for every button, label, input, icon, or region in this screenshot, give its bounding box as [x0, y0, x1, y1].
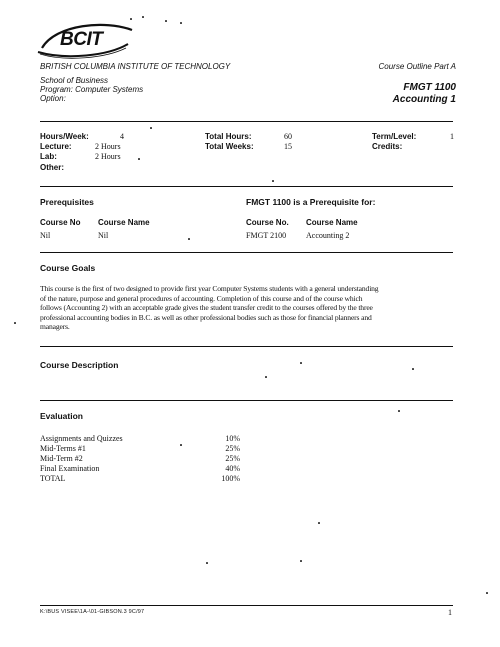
scan-speck [412, 368, 414, 370]
scan-speck [150, 127, 152, 129]
evaluation-item-name: Mid-Terms #1 [40, 444, 86, 453]
evaluation-title: Evaluation [40, 411, 83, 421]
evaluation-row [40, 474, 240, 484]
prereq-for-col-name: Course Name [306, 218, 358, 227]
prerequisites-title: Prerequisites [40, 197, 94, 207]
evaluation-row [40, 454, 240, 464]
page-number: 1 [448, 608, 452, 617]
prereq-row-name: Nil [98, 231, 109, 240]
lab-label: Lab: [40, 152, 57, 161]
divider-footer [40, 605, 453, 606]
scan-speck [300, 362, 302, 364]
scan-speck [180, 22, 182, 24]
evaluation-item-name: Mid-Term #2 [40, 454, 83, 463]
divider-hours [40, 186, 453, 187]
evaluation-item-percent: 25% [225, 454, 240, 463]
evaluation-item-percent: 40% [225, 464, 240, 473]
evaluation-item-percent: 100% [221, 474, 240, 483]
divider-goals [40, 346, 453, 347]
evaluation-item-name: Assignments and Quizzes [40, 434, 123, 443]
evaluation-row [40, 464, 240, 474]
goals-line: This course is the first of two designed to provide first year Computer Systems students with a general understanding [40, 284, 379, 293]
scan-speck [165, 20, 167, 22]
evaluation-item-name: Final Examination [40, 464, 100, 473]
prereq-col-no: Course No [40, 218, 81, 227]
scan-speck [486, 592, 488, 594]
divider-prereq [40, 252, 453, 253]
goals-line: professional accounting bodies in B.C. as well as other professional bodies such as those for financial planners and [40, 312, 372, 322]
prereq-for-row-name: Accounting 2 [306, 231, 350, 240]
lecture-value: 2 Hours [95, 142, 121, 151]
credits-label: Credits: [372, 142, 403, 151]
scan-speck [398, 410, 400, 412]
prereq-row-no: Nil [40, 231, 51, 240]
course-title: Accounting 1 [392, 94, 456, 105]
scan-speck [14, 322, 16, 324]
scan-speck [300, 560, 302, 562]
hours-week-label: Hours/Week: [40, 132, 89, 141]
total-hours-value: 60 [284, 132, 292, 141]
other-label: Other: [40, 163, 64, 172]
goals-line: follows (Accounting 2) with an acceptable grade gives the student transfer credit to the courses offered by the three [40, 303, 373, 313]
prereq-for-col-no: Course No. [246, 218, 289, 227]
evaluation-row [40, 444, 240, 454]
prereq-col-name: Course Name [98, 218, 150, 227]
option-label: Option: [40, 94, 66, 103]
scan-speck [130, 18, 132, 20]
scan-speck [138, 158, 140, 160]
divider-description [40, 400, 453, 401]
footer-file-ref: K:\BUS VISEE\1A-\01-GIBSON.3 9C/97 [40, 609, 145, 615]
scan-speck [206, 562, 208, 564]
hours-week-value: 4 [120, 132, 124, 141]
program-name: Program: Computer Systems [40, 85, 144, 94]
goals-title: Course Goals [40, 263, 96, 273]
scan-speck [188, 238, 190, 240]
evaluation-item-percent: 10% [225, 434, 240, 443]
prereq-for-row-no: FMGT 2100 [246, 231, 287, 240]
scan-speck [318, 522, 320, 524]
scan-speck [272, 180, 274, 182]
description-title: Course Description [40, 360, 119, 370]
evaluation-item-percent: 25% [225, 444, 240, 453]
term-level-label: Term/Level: [372, 132, 417, 141]
goals-paragraph [40, 284, 460, 332]
lab-value: 2 Hours [95, 152, 121, 161]
evaluation-item-name: TOTAL [40, 474, 66, 483]
logo-text: BCIT [60, 29, 103, 50]
course-code: FMGT 1100 [403, 82, 456, 93]
scan-speck [265, 376, 267, 378]
term-level-value: 1 [450, 132, 454, 141]
goals-line: of the nature, purpose and general procedures of accounting. Completion of this course and of the course which [40, 293, 363, 303]
evaluation-row [40, 434, 240, 444]
lecture-label: Lecture: [40, 142, 72, 151]
bcit-logo [36, 18, 136, 60]
total-weeks-label: Total Weeks: [205, 142, 254, 151]
goals-line: managers. [40, 322, 70, 332]
total-weeks-value: 15 [284, 142, 292, 151]
outline-part: Course Outline Part A [378, 62, 456, 71]
scan-speck [180, 444, 182, 446]
total-hours-label: Total Hours: [205, 132, 252, 141]
prereq-for-title: FMGT 1100 is a Prerequisite for: [246, 197, 376, 207]
divider-header [40, 121, 453, 122]
school-name: School of Business [40, 76, 109, 85]
scan-speck [142, 16, 144, 18]
institute-name: BRITISH COLUMBIA INSTITUTE OF TECHNOLOGY [40, 62, 231, 71]
